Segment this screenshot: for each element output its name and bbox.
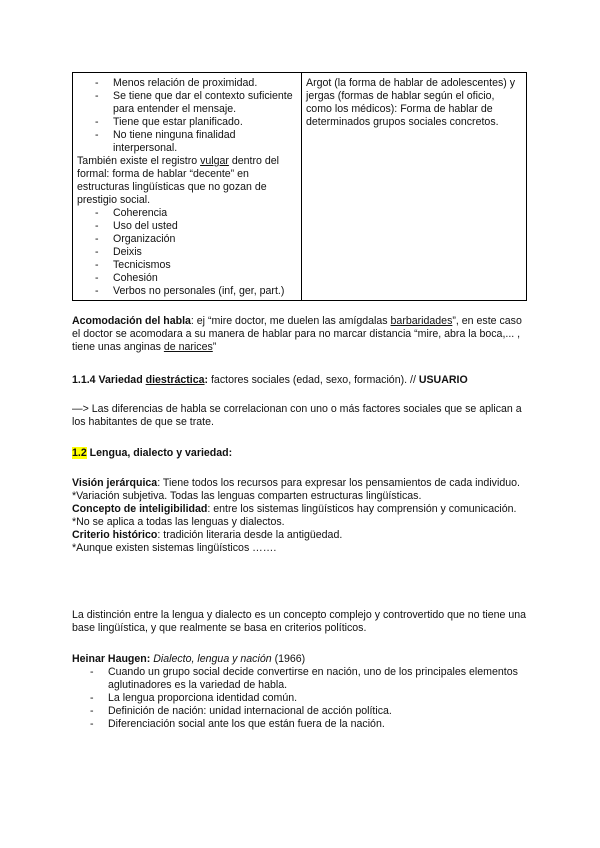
acomodacion-text-3: ” [212,341,217,353]
list-item: - Verbos no personales (inf, ger, part.) [77,285,297,298]
list-item: - La lengua proporciona identidad común. [72,692,527,705]
vulgar-intro-text-rest: dentro del formal: forma de hablar “decente” en estructuras lingüísticas que no gozan de prestigio social. [77,155,279,206]
section-heading [72,447,527,460]
no-aplica-note: *No se aplica a todas las lenguas y dialectos. [72,516,285,528]
section-title: Lengua, dialecto y variedad: [86,447,233,459]
aunque-note: *Aunque existen sistemas lingüísticos ……. [72,542,277,554]
variedad-text: factores sociales (edad, sexo, formación). // [208,374,419,386]
list-item: - Cuando un grupo social decide convertirse en nación, uno de los principales elementos aglutinadores es la variedad de habla. [72,666,527,692]
list-item: - Coherencia [77,207,297,220]
haugen-title: Dialecto, lengua y nación [150,653,272,665]
haugen-heading [72,653,527,666]
haugen-year: (1966) [271,653,306,665]
list-item: - Uso del usted [77,220,297,233]
list-item: - No tiene ninguna finalidad interpersonal. [77,129,297,155]
variedad-heading [72,374,527,387]
list-item: - Tiene que estar planificado. [77,116,297,129]
section-number: 1.2 [72,447,87,459]
acomodacion-underlined-2: de narices [163,341,213,353]
list-item: - Deixis [77,246,297,259]
vision-paragraph [72,477,527,490]
variedad-number: 1.1.4 Variedad [72,374,146,386]
acomodacion-text: : ej “mire doctor, me duelen las amígdalas [190,315,391,327]
distincion-paragraph: La distinción entre la lengua y dialecto es un concepto complejo y controvertido que no tiene una base lingüística, y que realmente se basa en criterios políticos. [72,609,527,634]
haugen-block [72,653,527,731]
variacion-note: *Variación subjetiva. Todas las lenguas comparten estructuras lingüísticas. [72,490,422,502]
list-item: - Cohesión [77,272,297,285]
variedad-term: diestráctica [145,374,205,386]
haugen-list [72,666,527,731]
list-item: - Menos relación de proximidad. [77,77,297,90]
acomodacion-term: Acomodación del habla [72,315,191,327]
concepto-paragraph [72,503,527,516]
criterio-term: Criterio histórico [72,529,158,541]
notes-right-cell [302,73,527,301]
vulgar-word: vulgar [200,155,229,167]
argot-text: Argot (la forma de hablar de adolescentes) y jergas (formas de hablar según el oficio, como los médicos): Forma de hablar de determinados grupos sociales concretos. [306,77,516,128]
usuario-label: USUARIO [418,374,468,386]
list-item: - Organización [77,233,297,246]
acomodacion-text-2: ”, en este caso el doctor se acomodara a su manera de hablar para no marcar distancia “mire, abra la boca,... , tiene unas anginas [72,315,522,353]
formal-traits-list [77,77,297,155]
vulgar-register-paragraph [77,155,297,207]
variedad-colon: : [204,374,209,386]
vision-text: : Tiene todos los recursos para expresar los pensamientos de cada individuo. [157,477,520,489]
vision-term: Visión jerárquica [72,477,158,489]
concepto-text: : entre los sistemas lingüísticos hay comprensión y comunicación. [207,503,517,515]
list-item: - Se tiene que dar el contexto suficiente para entender el mensaje. [77,90,297,116]
diferencias-paragraph: —> Las diferencias de habla se correlacionan con uno o más factores sociales que se aplican a los habitantes de que se trate. [72,403,522,428]
list-item: - Tecnicismos [77,259,297,272]
list-item: - Diferenciación social ante los que están fuera de la nación. [72,718,527,731]
concepto-term: Concepto de inteligibilidad [72,503,208,515]
notes-table [72,72,527,301]
acomodacion-underlined-1: barbaridades [390,315,453,327]
notes-table-row [73,73,527,301]
criterio-paragraph [72,529,527,542]
criterio-text: : tradición literaria desde la antigüedad. [157,529,343,541]
formal-features-list [77,207,297,298]
acomodacion-paragraph [72,315,527,354]
vulgar-intro-text: También existe el registro [77,155,201,167]
list-item: - Definición de nación: unidad internacional de acción política. [72,705,527,718]
definitions-block [72,477,527,555]
haugen-author: Heinar Haugen: [72,653,151,665]
notes-left-cell [73,73,302,301]
